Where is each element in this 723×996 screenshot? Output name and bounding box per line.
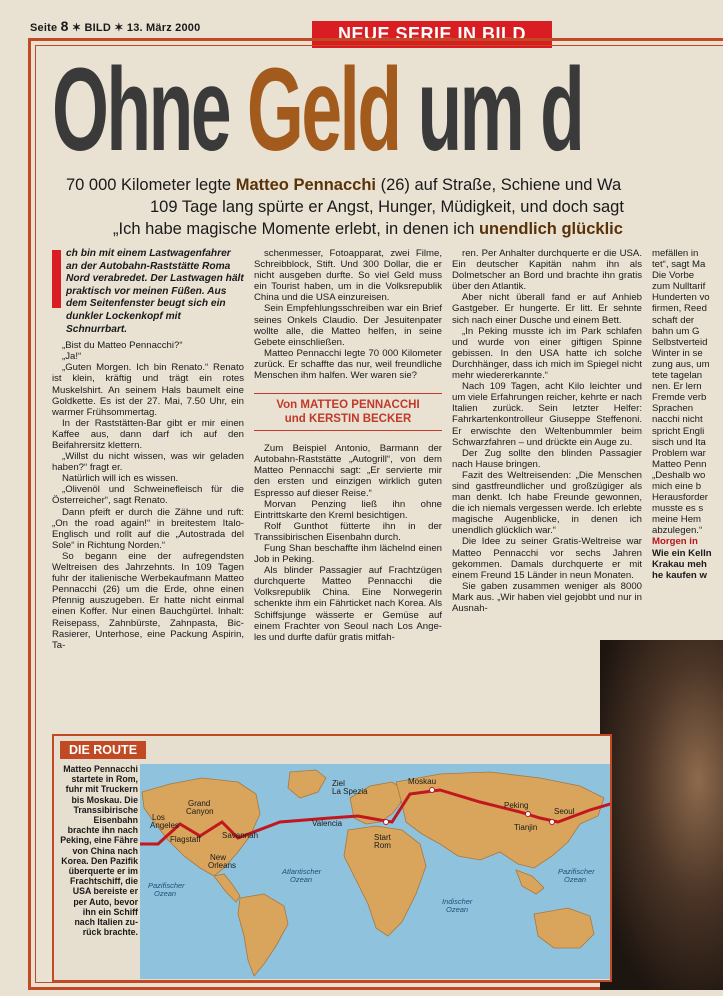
- lead-paragraph: ch bin mit einem Lastwagenfahrer an der Autobahn-Raststätte Roma Nord verabredet. Der Lastwagen hält praktisch vor meinen Füßen. Aus dem Seitenfenster beugt sich ein dunkler Lockenkopf mit Schnurrbart.: [52, 248, 244, 336]
- line: sisch und Ita: [652, 436, 706, 448]
- ocean-label: Pazifischer: [148, 881, 185, 890]
- paragraph: Aber nicht überall fand er auf Anhieb Gastgeber. Er hungerte. Er litt. Er sehnte sich nach einer Dusche und einem Bett.: [452, 292, 642, 326]
- map-label: Start: [374, 833, 391, 842]
- teaser-line: Wie ein Kelln: [652, 547, 712, 559]
- line: Winter in se: [652, 347, 703, 359]
- line: abzulegen.“: [652, 525, 703, 537]
- paragraph: Natürlich will ich es wissen.: [62, 473, 179, 485]
- line: Fremde verb: [652, 392, 707, 404]
- subhead-line-2: 109 Tage lang spürte er Angst, Hunger, Müdigkeit, und doch sagt: [150, 198, 624, 216]
- paragraph: Fung Shan beschaffte ihm lächelnd einen Job in Peking.: [254, 542, 442, 566]
- paragraph: Morvan Penzing ließ ihn ohne Eintrittskarte den Kreml besichtigen.: [254, 498, 442, 521]
- paragraph: schenmesser, Fotoapparat, zwei Filme, Schreibblock, Stift. Und 300 Dollar, die er nicht ausgeben durfte. So viel Geld muss ein Tourist haben, um in die Volksrepublik China und die USA einzureisen.: [254, 248, 442, 304]
- map-label: Peking: [504, 801, 529, 810]
- map-label: Los: [152, 813, 165, 822]
- map-label: Ziel: [332, 779, 345, 788]
- line: meine Hem: [652, 514, 702, 526]
- paragraph: Als blinder Passagier auf Frachtzügen durchquerte Matteo Pennacchi die Volksrepublik China. Eine Norwegerin schenkte ihm ein Fährticket nach Korea. Als Schiffsjunge wässerte er Gemüse auf einem Frachter von Seoul nach Los Angeles und durfte dafür gratis mitfah-: [254, 565, 442, 643]
- subhead-line-1: 70 000 Kilometer legte Matteo Pennacchi (26) auf Straße, Schiene und Wa: [66, 176, 622, 194]
- paragraph: Rolf Gunthot fütterte ihn in der Transsibirischen Eisenbahn durch.: [254, 520, 442, 543]
- subheadline: [66, 174, 723, 240]
- route-box: [52, 734, 612, 982]
- series-banner: NEUE SERIE IN BILD: [312, 21, 552, 48]
- paragraph: Sein Empfehlungsschreiben war ein Brief seines Onkels Claudio. Der Jesuitenpater wollte alle, die Matteo helfen, in seine Gebete einschließen.: [254, 303, 442, 348]
- paper-name: BILD: [84, 22, 111, 34]
- paragraph: „Bist du Matteo Pennacchi?“: [62, 340, 183, 352]
- line: firmen, Reed: [652, 303, 707, 315]
- paragraph: „Olivenöl und Schweinefleisch für die Österreicher“, sagt Renato.: [52, 484, 244, 507]
- ocean-label: Ozean: [290, 875, 313, 884]
- line: bahn um G: [652, 325, 700, 337]
- ocean-label: Pazifischer: [558, 867, 595, 876]
- line: zung aus, um: [652, 358, 710, 370]
- paragraph: Matteo Pennacchi legte 70 000 Kilometer zurück. Er schaffte das nur, weil freundliche Menschen ihm halfen. Wer waren sie?: [254, 347, 442, 382]
- map-label: Flagstaff: [170, 835, 201, 844]
- route-caption: Matteo Pennacchi startete in Rom, fuhr mit Truckern bis Moskau. Die Transsibirische Eisenbahn brachte ihn nach Peking, eine Fähre von China nach Korea. Den Pazifik überquerte er im Frachtschiff, die USA bereiste er per Auto, bevor ihn ein Schiff nach Italien zurück brachte.: [60, 764, 138, 938]
- map-label: Savannah: [222, 831, 259, 840]
- paragraph: Die Idee zu seiner Gratis-Weltreise war Matteo Pennacchi vor sechs Jahren gekommen. Damals durchquerte er mit einem Freund 15 Länder in neun Monaten.: [452, 536, 642, 581]
- line: mefällen in: [652, 248, 699, 259]
- paragraph: Fazit des Weltreisenden: „Die Menschen sind gastfreundlicher und großzügiger als man denkt. Ich habe Freunde gewonnen, die ich niemals vergessen werde. Ich erlebte magische Augenblicke, in denen ich unendlich glücklich war.“: [452, 469, 642, 537]
- map-label: Rom: [374, 841, 391, 850]
- paragraph: So begann eine der aufregendsten Weltreisen des Jahrzehnts. In 109 Tagen fuhr der italienische Werbekaufmann Matteo Pennacchi (26) um die Erde, ohne einen Pfennig auszugeben. Er hatte nicht einmal einen Koffer. Nur einen Bauchgürtel. Inhalt: Reisepass, Zahnbürste, Zahnpasta, Bic-Rasierer, Unterhose, eine Packung Aspirin, Ta-: [52, 550, 244, 651]
- ocean-label: Ozean: [564, 875, 587, 884]
- city-dot-peking: [526, 812, 531, 817]
- paragraph: Sie gaben zusammen weniger als 8000 Mark aus. „Wir haben viel gejobbt und nur in Ausnah-: [452, 580, 642, 614]
- paragraph: ren. Per Anhalter durchquerte er die USA. Ein deutscher Kapitän nahm ihn als Dolmetscher an Bord und brachte ihn gratis über den Atlantik.: [452, 248, 642, 293]
- ocean-label: Atlantischer: [282, 867, 322, 876]
- line: Matteo Penn: [652, 458, 707, 470]
- paragraph: „Ja!“: [62, 351, 82, 363]
- line: Hunderten vo: [652, 292, 710, 304]
- ocean-label: Ozean: [446, 905, 469, 914]
- byline: Von MATTEO PENNACCHI und KERSTIN BECKER: [254, 393, 442, 431]
- ocean-label: Indischer: [442, 897, 473, 906]
- line: spricht Engli: [652, 425, 705, 437]
- article-column-3: [452, 248, 642, 614]
- city-dot-moskau: [430, 788, 435, 793]
- headline-word-1: Ohne: [52, 44, 230, 176]
- city-dot-seoul: [550, 820, 555, 825]
- line: tete tagelan: [652, 370, 703, 382]
- line: „Deshalb wo: [652, 469, 706, 481]
- map-label: Valencia: [312, 819, 343, 828]
- paragraph: „In Peking musste ich im Park schlafen und wurde von einer giftigen Spinne gebissen. In den USA hatte ich solche Durchhänger, dass ich mich im Spiegel nicht mehr wiedererkannte.“: [452, 325, 642, 382]
- paragraph: „Willst du nicht wissen, was wir geladen haben?“ fragt er.: [52, 451, 244, 474]
- map-label: Orleans: [208, 861, 237, 870]
- map-label: Canyon: [186, 807, 214, 816]
- article-column-1: [52, 248, 244, 651]
- paragraph: In der Raststätten-Bar gibt er mir einen Kaffee aus, dann darf ich auf den Beifahrersitz klettern.: [52, 417, 244, 451]
- map-label: Tianjin: [514, 823, 538, 832]
- map-label: Moskau: [408, 777, 437, 786]
- page-number: 8: [60, 18, 69, 34]
- map-label: La Spezia: [332, 787, 368, 796]
- line: schaft der: [652, 314, 695, 326]
- paragraph: Der Zug sollte den blinden Passagier nach Hause bringen.: [452, 447, 642, 470]
- line: nen. Er lern: [652, 381, 702, 393]
- line: Herausforder: [652, 492, 708, 504]
- line: mich eine b: [652, 480, 702, 492]
- line: Die Vorbe: [652, 270, 695, 282]
- teaser-line: Krakau meh: [652, 558, 707, 570]
- city-dot-rome: [384, 820, 389, 825]
- article-column-2: [254, 248, 442, 643]
- article-column-4: [652, 248, 723, 581]
- teaser-line: he kaufen w: [652, 569, 707, 581]
- line: Sprachen: [652, 403, 694, 415]
- line: zum Nulltarif: [652, 281, 706, 293]
- line: musste es s: [652, 503, 704, 515]
- line: tet“, sagt Ma: [652, 259, 706, 271]
- map-label: Angeles: [150, 821, 179, 830]
- teaser-heading: Morgen in: [652, 536, 698, 548]
- ocean-label: Ozean: [154, 889, 177, 898]
- line: Problem war: [652, 447, 706, 459]
- world-map: [140, 764, 610, 979]
- map-label: Seoul: [554, 807, 575, 816]
- issue-date: 13. März 2000: [126, 22, 201, 34]
- lead-accent-bar: [52, 250, 61, 308]
- line: Selbstverteid: [652, 336, 708, 348]
- headline-word-3: um d: [417, 44, 583, 176]
- subhead-line-3: „Ich habe magische Momente erlebt, in denen ich unendlich glücklic: [113, 220, 623, 238]
- paragraph: „Guten Morgen. Ich bin Renato.“ Renato ist klein, kräftig und trägt ein rotes Muskelshirt. An seinem Hals baumelt eine Goldkette. Es ist der 27. Mai, 7.50 Uhr, ein warmer Frühsommertag.: [52, 362, 244, 418]
- line: nacchi nicht: [652, 414, 703, 426]
- headline-word-2: Geld: [246, 44, 400, 176]
- page-label: Seite: [30, 22, 58, 34]
- paragraph: Dann pfeift er durch die Zähne und ruft: „On the road again!“ in breitestem Italo-Englisch und rollt auf die „Autostrada del Sole“ in Richtung Norden.“: [52, 506, 244, 551]
- headline: [52, 44, 583, 176]
- paragraph: Nach 109 Tagen, acht Kilo leichter und um viele Erfahrungen reicher, kehrte er nach Italien zurück. Sein letzter Helfer: Fahrkartenkontrolleur Giuseppe Steffenoni. Er erwischte den Weltenbummler beim Schwarzfahren – und drückte ein Auge zu.: [452, 381, 642, 448]
- traveler-photo: [600, 640, 723, 990]
- paragraph: Zum Beispiel Antonio, Barmann der Autobahn-Raststätte „Autogrill“, von dem Matteo Pennacchi sagt: „Er servierte mir den ersten und einzigen wirklich guten Espresso auf dieser Reise.“: [254, 443, 442, 499]
- route-title: DIE ROUTE: [60, 741, 146, 759]
- map-label: Grand: [188, 799, 211, 808]
- page-header: Seite 8 ✶ BILD ✶ 13. März 2000: [30, 18, 201, 34]
- map-label: New: [210, 853, 227, 862]
